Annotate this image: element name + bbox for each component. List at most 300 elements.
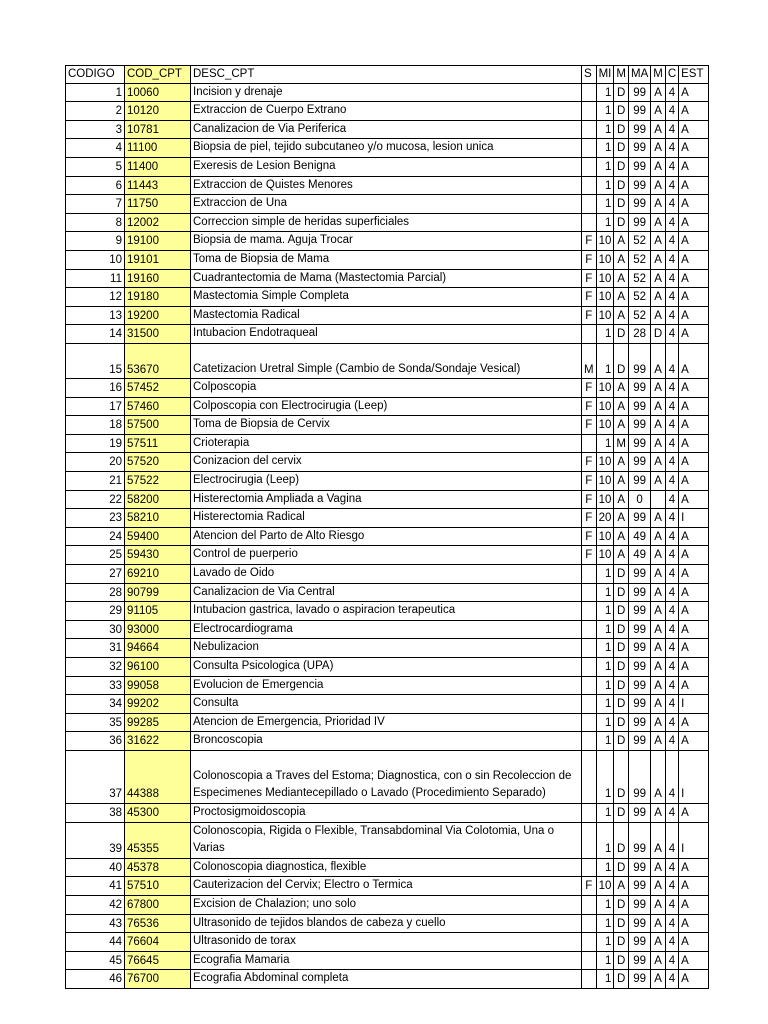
cell-codigo[interactable]: 29 [66, 602, 125, 621]
cell-mc[interactable]: A [651, 546, 666, 565]
cell-ma[interactable]: 99 [628, 102, 650, 121]
cell-codigo[interactable]: 6 [66, 176, 125, 195]
cell-codigo[interactable]: 18 [66, 416, 125, 435]
cell-mc[interactable]: A [651, 195, 666, 214]
cell-desc-cpt[interactable]: Electrocardiograma [191, 620, 582, 639]
cell-ma[interactable]: 99 [628, 583, 650, 602]
cell-mc[interactable]: A [651, 695, 666, 714]
cell-desc-cpt[interactable]: Mastectomia Radical [191, 306, 582, 325]
cell-cod-cpt[interactable]: 45355 [125, 822, 191, 858]
cell-mc[interactable]: A [651, 822, 666, 858]
cell-s[interactable] [582, 676, 597, 695]
cell-mc[interactable]: A [651, 83, 666, 102]
cell-m[interactable]: A [614, 232, 629, 251]
cell-ma[interactable]: 99 [628, 914, 650, 933]
cell-cod-cpt[interactable]: 11443 [125, 176, 191, 195]
cell-m[interactable]: D [614, 602, 629, 621]
cell-codigo[interactable]: 27 [66, 565, 125, 584]
cell-mi[interactable]: 1 [596, 895, 614, 914]
cell-mi[interactable]: 1 [596, 858, 614, 877]
cell-desc-cpt[interactable]: Canalizacion de Via Central [191, 583, 582, 602]
cell-mi[interactable]: 1 [596, 139, 614, 158]
cell-mi[interactable]: 1 [596, 176, 614, 195]
cell-est[interactable]: I [679, 822, 709, 858]
cell-c[interactable]: 4 [665, 695, 678, 714]
cell-cod-cpt[interactable]: 12002 [125, 213, 191, 232]
cell-ma[interactable]: 99 [628, 213, 650, 232]
cell-est[interactable]: A [679, 269, 709, 288]
cell-desc-cpt[interactable]: Intubacion Endotraqueal [191, 325, 582, 344]
cell-desc-cpt[interactable]: Cauterizacion del Cervix; Electro o Termica [191, 877, 582, 896]
cell-s[interactable]: F [582, 472, 597, 491]
cell-est[interactable]: I [679, 750, 709, 803]
cell-est[interactable]: A [679, 453, 709, 472]
cell-ma[interactable]: 52 [628, 269, 650, 288]
cell-cod-cpt[interactable]: 53670 [125, 343, 191, 378]
cell-codigo[interactable]: 9 [66, 232, 125, 251]
cell-est[interactable]: A [679, 527, 709, 546]
cell-m[interactable]: D [614, 803, 629, 822]
cell-mc[interactable]: A [651, 416, 666, 435]
cell-s[interactable]: F [582, 490, 597, 509]
cell-m[interactable]: A [614, 877, 629, 896]
cell-mc[interactable]: A [651, 453, 666, 472]
cell-codigo[interactable]: 43 [66, 914, 125, 933]
cell-desc-cpt[interactable]: Extraccion de Quistes Menores [191, 176, 582, 195]
cell-est[interactable]: A [679, 546, 709, 565]
cell-est[interactable]: A [679, 951, 709, 970]
cell-mc[interactable]: A [651, 176, 666, 195]
cell-est[interactable]: A [679, 250, 709, 269]
cell-mc[interactable]: A [651, 288, 666, 307]
cell-ma[interactable]: 99 [628, 732, 650, 751]
cell-mc[interactable]: A [651, 858, 666, 877]
cell-est[interactable]: A [679, 639, 709, 658]
cell-s[interactable] [582, 933, 597, 952]
header-mi[interactable]: MI [596, 66, 614, 84]
cell-est[interactable]: A [679, 472, 709, 491]
cell-s[interactable] [582, 195, 597, 214]
cell-m[interactable]: D [614, 565, 629, 584]
cell-cod-cpt[interactable]: 59430 [125, 546, 191, 565]
header-desc-cpt[interactable]: DESC_CPT [191, 66, 582, 84]
cell-codigo[interactable]: 11 [66, 269, 125, 288]
cell-est[interactable]: A [679, 325, 709, 344]
cell-mc[interactable]: A [651, 157, 666, 176]
cell-codigo[interactable]: 20 [66, 453, 125, 472]
cell-s[interactable] [582, 83, 597, 102]
cell-mi[interactable]: 1 [596, 822, 614, 858]
cell-ma[interactable]: 99 [628, 713, 650, 732]
cell-mc[interactable] [651, 490, 666, 509]
cell-ma[interactable]: 99 [628, 416, 650, 435]
cell-m[interactable]: D [614, 858, 629, 877]
cell-ma[interactable]: 99 [628, 195, 650, 214]
cell-codigo[interactable]: 39 [66, 822, 125, 858]
cell-est[interactable]: A [679, 676, 709, 695]
cell-cod-cpt[interactable]: 10781 [125, 120, 191, 139]
cell-codigo[interactable]: 1 [66, 83, 125, 102]
cell-codigo[interactable]: 45 [66, 951, 125, 970]
cell-s[interactable]: F [582, 397, 597, 416]
cell-s[interactable]: F [582, 379, 597, 398]
cell-c[interactable]: 4 [665, 250, 678, 269]
cell-est[interactable]: A [679, 288, 709, 307]
cell-s[interactable] [582, 713, 597, 732]
cell-m[interactable]: D [614, 583, 629, 602]
cell-mi[interactable]: 1 [596, 620, 614, 639]
cell-codigo[interactable]: 13 [66, 306, 125, 325]
cell-cod-cpt[interactable]: 76645 [125, 951, 191, 970]
cell-codigo[interactable]: 32 [66, 658, 125, 677]
cell-cod-cpt[interactable]: 57500 [125, 416, 191, 435]
cell-c[interactable]: 4 [665, 325, 678, 344]
cell-mc[interactable]: A [651, 914, 666, 933]
cell-ma[interactable]: 52 [628, 306, 650, 325]
cell-ma[interactable]: 99 [628, 639, 650, 658]
cell-codigo[interactable]: 44 [66, 933, 125, 952]
cell-s[interactable]: F [582, 306, 597, 325]
cell-c[interactable]: 4 [665, 527, 678, 546]
cell-mi[interactable]: 1 [596, 583, 614, 602]
cell-desc-cpt[interactable]: Electrocirugia (Leep) [191, 472, 582, 491]
cell-c[interactable]: 4 [665, 583, 678, 602]
cell-ma[interactable]: 99 [628, 877, 650, 896]
cell-m[interactable]: A [614, 397, 629, 416]
cell-m[interactable]: A [614, 490, 629, 509]
cell-desc-cpt[interactable]: Cuadrantectomia de Mama (Mastectomia Parcial) [191, 269, 582, 288]
cell-cod-cpt[interactable]: 99285 [125, 713, 191, 732]
cell-desc-cpt[interactable]: Crioterapia [191, 434, 582, 453]
cell-desc-cpt[interactable]: Colonoscopia diagnostica, flexible [191, 858, 582, 877]
cell-codigo[interactable]: 46 [66, 970, 125, 989]
cell-est[interactable]: A [679, 914, 709, 933]
header-codigo[interactable]: CODIGO [66, 66, 125, 84]
cell-ma[interactable]: 99 [628, 120, 650, 139]
cell-c[interactable]: 4 [665, 269, 678, 288]
cell-mc[interactable]: A [651, 750, 666, 803]
cell-desc-cpt[interactable]: Mastectomia Simple Completa [191, 288, 582, 307]
cell-mc[interactable]: A [651, 713, 666, 732]
cell-est[interactable]: A [679, 858, 709, 877]
cell-est[interactable]: A [679, 213, 709, 232]
cell-est[interactable]: A [679, 895, 709, 914]
cell-desc-cpt[interactable]: Ultrasonido de tejidos blandos de cabeza y cuello [191, 914, 582, 933]
cell-ma[interactable]: 99 [628, 453, 650, 472]
cell-desc-cpt[interactable]: Intubacion gastrica, lavado o aspiracion terapeutica [191, 602, 582, 621]
cell-mc[interactable]: A [651, 397, 666, 416]
cell-cod-cpt[interactable]: 69210 [125, 565, 191, 584]
cell-ma[interactable]: 99 [628, 397, 650, 416]
cell-est[interactable]: I [679, 509, 709, 528]
cell-mi[interactable]: 1 [596, 602, 614, 621]
header-est[interactable]: EST [679, 66, 709, 84]
cell-mi[interactable]: 1 [596, 951, 614, 970]
cell-mc[interactable]: A [651, 951, 666, 970]
cell-est[interactable]: A [679, 933, 709, 952]
cell-ma[interactable]: 99 [628, 951, 650, 970]
cell-ma[interactable]: 99 [628, 176, 650, 195]
cell-c[interactable]: 4 [665, 434, 678, 453]
cell-est[interactable]: A [679, 157, 709, 176]
cell-m[interactable]: D [614, 102, 629, 121]
cell-est[interactable]: A [679, 416, 709, 435]
cell-est[interactable]: A [679, 232, 709, 251]
cell-s[interactable] [582, 157, 597, 176]
cell-mi[interactable]: 10 [596, 288, 614, 307]
cell-mi[interactable]: 20 [596, 509, 614, 528]
cell-mi[interactable]: 1 [596, 639, 614, 658]
cell-m[interactable]: D [614, 658, 629, 677]
cell-cod-cpt[interactable]: 57460 [125, 397, 191, 416]
cell-est[interactable]: A [679, 102, 709, 121]
cell-cod-cpt[interactable]: 11750 [125, 195, 191, 214]
cell-est[interactable]: A [679, 490, 709, 509]
cell-desc-cpt[interactable]: Colposcopia [191, 379, 582, 398]
cell-est[interactable]: A [679, 379, 709, 398]
cell-codigo[interactable]: 10 [66, 250, 125, 269]
cell-desc-cpt[interactable]: Colonoscopia a Traves del Estoma; Diagnostica, con o sin Recoleccion de Especimenes Mediantecepillado o Lavado (Procedimiento Separado) [191, 750, 582, 803]
cell-m[interactable]: D [614, 176, 629, 195]
cell-cod-cpt[interactable]: 31500 [125, 325, 191, 344]
cell-c[interactable]: 4 [665, 565, 678, 584]
cell-s[interactable]: F [582, 453, 597, 472]
cell-s[interactable] [582, 620, 597, 639]
cell-mc[interactable]: A [651, 732, 666, 751]
cell-m[interactable]: D [614, 895, 629, 914]
cell-mi[interactable]: 10 [596, 490, 614, 509]
cell-cod-cpt[interactable]: 99058 [125, 676, 191, 695]
cell-c[interactable]: 4 [665, 120, 678, 139]
cell-cod-cpt[interactable]: 45300 [125, 803, 191, 822]
cell-s[interactable] [582, 434, 597, 453]
cell-cod-cpt[interactable]: 19100 [125, 232, 191, 251]
cell-s[interactable] [582, 658, 597, 677]
cell-cod-cpt[interactable]: 45378 [125, 858, 191, 877]
cell-codigo[interactable]: 22 [66, 490, 125, 509]
cell-mc[interactable]: A [651, 639, 666, 658]
cell-mi[interactable]: 1 [596, 565, 614, 584]
cell-desc-cpt[interactable]: Nebulizacion [191, 639, 582, 658]
cell-desc-cpt[interactable]: Histerectomia Radical [191, 509, 582, 528]
cell-codigo[interactable]: 23 [66, 509, 125, 528]
cell-est[interactable]: A [679, 343, 709, 378]
cell-codigo[interactable]: 36 [66, 732, 125, 751]
cell-cod-cpt[interactable]: 59400 [125, 527, 191, 546]
cell-m[interactable]: D [614, 213, 629, 232]
cell-desc-cpt[interactable]: Biopsia de mama. Aguja Trocar [191, 232, 582, 251]
cell-m[interactable]: D [614, 157, 629, 176]
cell-mi[interactable]: 10 [596, 250, 614, 269]
cell-s[interactable] [582, 951, 597, 970]
cell-mc[interactable]: A [651, 434, 666, 453]
cell-m[interactable]: D [614, 732, 629, 751]
cell-cod-cpt[interactable]: 57510 [125, 877, 191, 896]
cell-est[interactable]: A [679, 583, 709, 602]
cell-mi[interactable]: 1 [596, 658, 614, 677]
cell-mi[interactable]: 10 [596, 269, 614, 288]
cell-est[interactable]: A [679, 306, 709, 325]
cell-mi[interactable]: 1 [596, 803, 614, 822]
cell-desc-cpt[interactable]: Biopsia de piel, tejido subcutaneo y/o mucosa, lesion unica [191, 139, 582, 158]
cell-ma[interactable]: 52 [628, 288, 650, 307]
cell-ma[interactable]: 99 [628, 379, 650, 398]
cell-codigo[interactable]: 33 [66, 676, 125, 695]
cell-m[interactable]: D [614, 933, 629, 952]
cell-c[interactable]: 4 [665, 676, 678, 695]
cell-cod-cpt[interactable]: 93000 [125, 620, 191, 639]
cell-ma[interactable]: 52 [628, 232, 650, 251]
cell-mi[interactable]: 10 [596, 453, 614, 472]
cell-cod-cpt[interactable]: 19160 [125, 269, 191, 288]
cell-c[interactable]: 4 [665, 639, 678, 658]
cell-mi[interactable]: 1 [596, 732, 614, 751]
header-c[interactable]: C [665, 66, 678, 84]
cell-desc-cpt[interactable]: Catetizacion Uretral Simple (Cambio de Sonda/Sondaje Vesical) [191, 343, 582, 378]
cell-c[interactable]: 4 [665, 195, 678, 214]
cell-codigo[interactable]: 16 [66, 379, 125, 398]
header-cod-cpt[interactable]: COD_CPT [125, 66, 191, 84]
cell-codigo[interactable]: 31 [66, 639, 125, 658]
cell-mi[interactable]: 1 [596, 195, 614, 214]
cell-est[interactable]: A [679, 970, 709, 989]
cell-cod-cpt[interactable]: 19200 [125, 306, 191, 325]
cell-mc[interactable]: A [651, 102, 666, 121]
cell-cod-cpt[interactable]: 90799 [125, 583, 191, 602]
cell-s[interactable]: F [582, 232, 597, 251]
cell-est[interactable]: A [679, 176, 709, 195]
cell-mc[interactable]: A [651, 583, 666, 602]
cell-mc[interactable]: A [651, 933, 666, 952]
cell-c[interactable]: 4 [665, 397, 678, 416]
cell-c[interactable]: 4 [665, 379, 678, 398]
cell-desc-cpt[interactable]: Extraccion de Una [191, 195, 582, 214]
cell-cod-cpt[interactable]: 58200 [125, 490, 191, 509]
cell-mc[interactable]: A [651, 232, 666, 251]
cell-c[interactable]: 4 [665, 176, 678, 195]
cell-c[interactable]: 4 [665, 858, 678, 877]
cell-m[interactable]: A [614, 379, 629, 398]
cell-est[interactable]: A [679, 602, 709, 621]
cell-mi[interactable]: 1 [596, 933, 614, 952]
cell-m[interactable]: D [614, 325, 629, 344]
cell-c[interactable]: 4 [665, 232, 678, 251]
cell-desc-cpt[interactable]: Incision y drenaje [191, 83, 582, 102]
cell-codigo[interactable]: 24 [66, 527, 125, 546]
cell-est[interactable]: A [679, 713, 709, 732]
cell-codigo[interactable]: 12 [66, 288, 125, 307]
cell-cod-cpt[interactable]: 11400 [125, 157, 191, 176]
cell-c[interactable]: 4 [665, 139, 678, 158]
cell-ma[interactable]: 99 [628, 803, 650, 822]
cell-s[interactable] [582, 732, 597, 751]
cell-mi[interactable]: 1 [596, 102, 614, 121]
cell-ma[interactable]: 99 [628, 509, 650, 528]
cell-s[interactable] [582, 213, 597, 232]
cell-codigo[interactable]: 5 [66, 157, 125, 176]
cell-ma[interactable]: 99 [628, 695, 650, 714]
cell-m[interactable]: A [614, 250, 629, 269]
cell-codigo[interactable]: 28 [66, 583, 125, 602]
cell-m[interactable]: A [614, 472, 629, 491]
cell-ma[interactable]: 99 [628, 434, 650, 453]
cell-codigo[interactable]: 30 [66, 620, 125, 639]
cell-mc[interactable]: A [651, 343, 666, 378]
cell-cod-cpt[interactable]: 96100 [125, 658, 191, 677]
cell-desc-cpt[interactable]: Histerectomia Ampliada a Vagina [191, 490, 582, 509]
cell-ma[interactable]: 99 [628, 676, 650, 695]
cell-m[interactable]: D [614, 750, 629, 803]
cell-m[interactable]: D [614, 195, 629, 214]
cell-s[interactable]: F [582, 527, 597, 546]
cell-desc-cpt[interactable]: Evolucion de Emergencia [191, 676, 582, 695]
cell-mi[interactable]: 10 [596, 379, 614, 398]
cell-mc[interactable]: A [651, 602, 666, 621]
cell-s[interactable]: F [582, 416, 597, 435]
cell-mi[interactable]: 1 [596, 120, 614, 139]
cell-desc-cpt[interactable]: Control de puerperio [191, 546, 582, 565]
cell-s[interactable] [582, 858, 597, 877]
cell-cod-cpt[interactable]: 58210 [125, 509, 191, 528]
cell-desc-cpt[interactable]: Extraccion de Cuerpo Extrano [191, 102, 582, 121]
cell-cod-cpt[interactable]: 99202 [125, 695, 191, 714]
cell-cod-cpt[interactable]: 11100 [125, 139, 191, 158]
cell-codigo[interactable]: 21 [66, 472, 125, 491]
cell-codigo[interactable]: 17 [66, 397, 125, 416]
cell-ma[interactable]: 99 [628, 157, 650, 176]
cell-codigo[interactable]: 37 [66, 750, 125, 803]
cell-c[interactable]: 4 [665, 713, 678, 732]
cell-m[interactable]: D [614, 951, 629, 970]
cell-m[interactable]: A [614, 509, 629, 528]
cell-cod-cpt[interactable]: 44388 [125, 750, 191, 803]
cell-cod-cpt[interactable]: 76604 [125, 933, 191, 952]
cell-codigo[interactable]: 25 [66, 546, 125, 565]
cell-s[interactable]: F [582, 509, 597, 528]
cell-mi[interactable]: 10 [596, 877, 614, 896]
cell-mi[interactable]: 10 [596, 416, 614, 435]
cell-m[interactable]: A [614, 527, 629, 546]
cell-cod-cpt[interactable]: 57511 [125, 434, 191, 453]
cell-codigo[interactable]: 38 [66, 803, 125, 822]
cell-mi[interactable]: 1 [596, 213, 614, 232]
cell-c[interactable]: 4 [665, 213, 678, 232]
cell-m[interactable]: A [614, 306, 629, 325]
cell-c[interactable]: 4 [665, 895, 678, 914]
header-ma[interactable]: MA [628, 66, 650, 84]
cell-mi[interactable]: 1 [596, 695, 614, 714]
cell-cod-cpt[interactable]: 19101 [125, 250, 191, 269]
cell-s[interactable] [582, 970, 597, 989]
cell-c[interactable]: 4 [665, 620, 678, 639]
cell-c[interactable]: 4 [665, 602, 678, 621]
cell-m[interactable]: D [614, 713, 629, 732]
cell-mc[interactable]: A [651, 803, 666, 822]
cell-c[interactable]: 4 [665, 102, 678, 121]
cell-est[interactable]: A [679, 732, 709, 751]
cell-c[interactable]: 4 [665, 157, 678, 176]
cell-est[interactable]: A [679, 434, 709, 453]
cell-c[interactable]: 4 [665, 822, 678, 858]
cell-m[interactable]: D [614, 83, 629, 102]
cell-mc[interactable]: A [651, 565, 666, 584]
cell-s[interactable] [582, 895, 597, 914]
cell-m[interactable]: D [614, 120, 629, 139]
cell-mc[interactable]: A [651, 213, 666, 232]
cell-ma[interactable]: 99 [628, 858, 650, 877]
cell-mc[interactable]: A [651, 250, 666, 269]
cell-cod-cpt[interactable]: 67800 [125, 895, 191, 914]
